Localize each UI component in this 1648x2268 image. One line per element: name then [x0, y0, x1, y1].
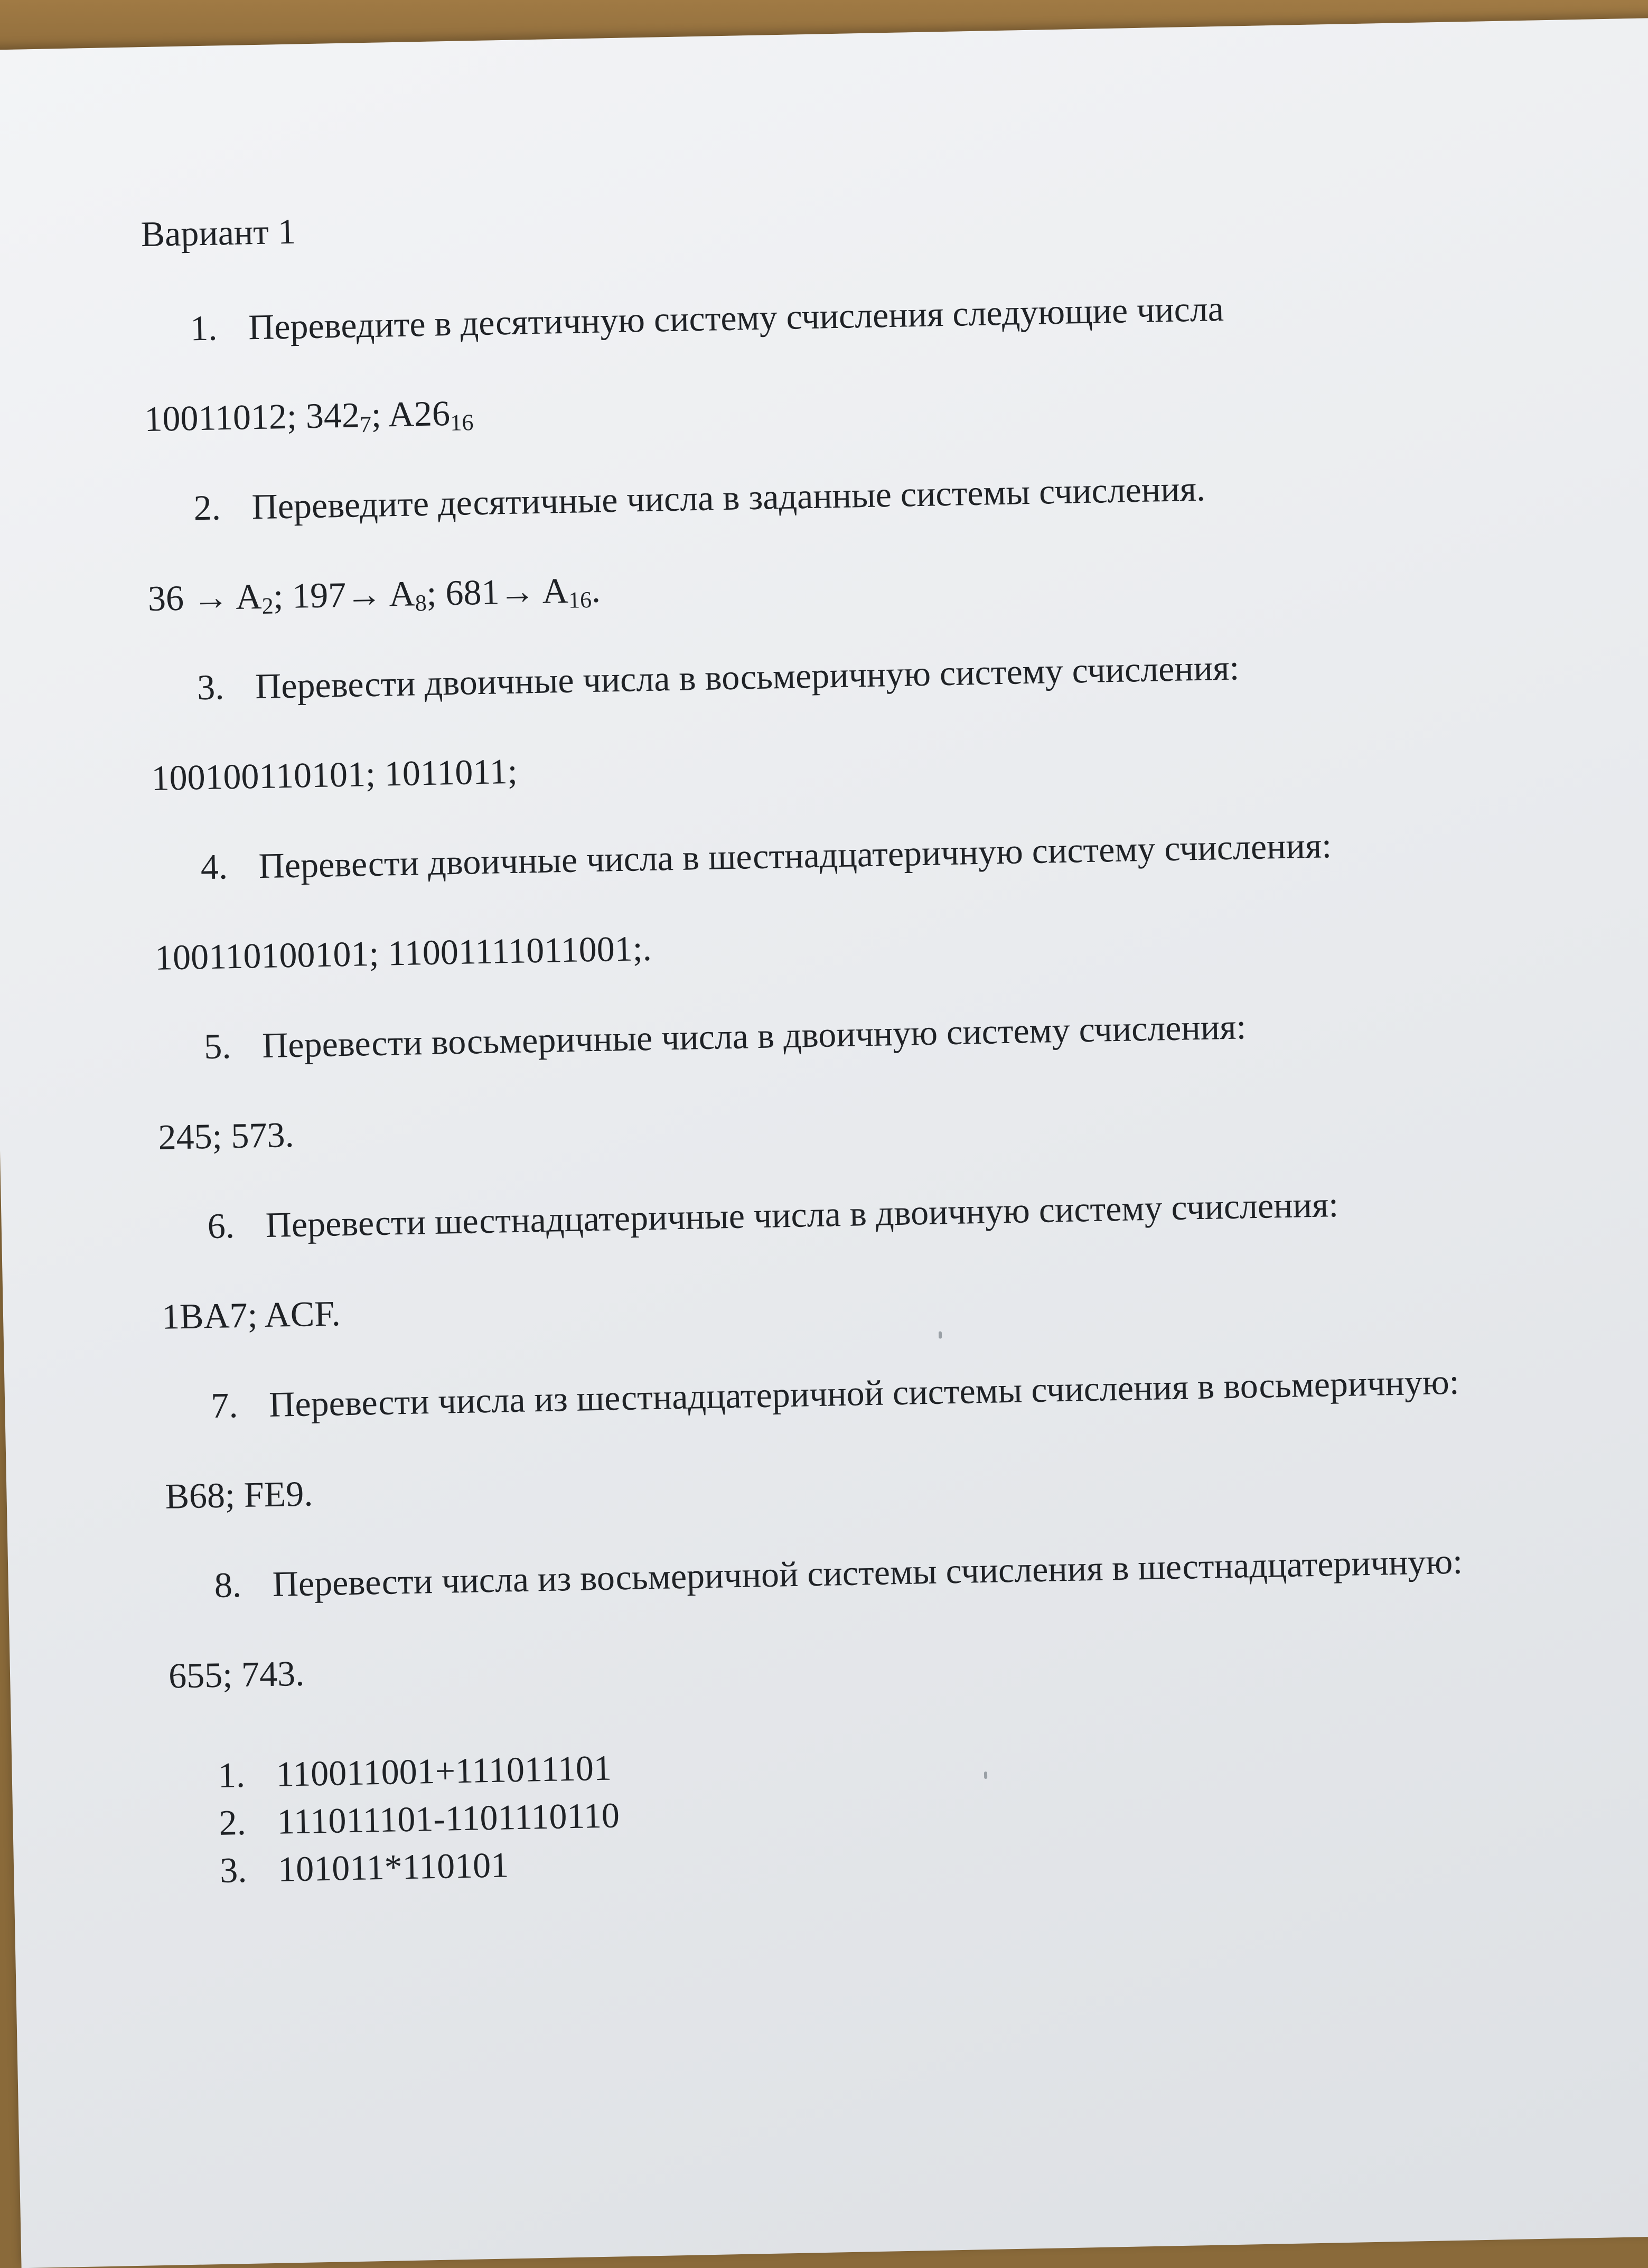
question-7 [210, 1361, 1460, 1426]
answer-text: 10011012; 342 [144, 395, 360, 439]
exercise-text: 110011001+111011101 [276, 1747, 612, 1794]
exercise-number: 1. [218, 1754, 246, 1795]
question-text: Перевести двоичные числа в восьмеричную систему счисления: [255, 647, 1240, 707]
question-number: 5. [203, 1026, 232, 1067]
question-number: 4. [200, 846, 228, 887]
base-subscript: 16 [450, 409, 474, 436]
question-number: 1. [190, 307, 218, 349]
answer-5: 245; 573. [157, 1114, 295, 1157]
answer-text: ; A26 [371, 393, 451, 435]
question-number: 7. [210, 1385, 239, 1426]
answer-2 [147, 569, 601, 619]
base-subscript: 7 [359, 411, 372, 438]
answer-text: ; 197→ A [273, 573, 416, 616]
question-text: Перевести восьмеричные числа в двоичную систему счисления: [261, 1006, 1247, 1066]
question-2 [193, 468, 1206, 528]
question-number: 3. [196, 667, 224, 708]
paper-speck [984, 1772, 987, 1779]
question-4 [200, 827, 1332, 885]
paper-sheet [0, 17, 1648, 2268]
answer-text: ; 681→ A [426, 570, 569, 613]
base-subscript: 16 [568, 586, 592, 613]
question-text: Перевести двоичные числа в шестнадцатеричную систему счисления: [258, 825, 1332, 886]
exercise-number: 2. [218, 1802, 247, 1843]
paper-speck [939, 1331, 942, 1338]
question-8 [214, 1543, 1463, 1603]
question-number: 2. [193, 487, 221, 528]
exercise-1 [218, 1747, 612, 1795]
answer-1 [144, 395, 474, 437]
question-text: Перевести числа из шестнадцатеричной системы счисления в восьмеричную: [268, 1361, 1460, 1424]
question-text: Перевести числа из восьмеричной системы счисления в шестнадцатеричную: [272, 1541, 1463, 1604]
answer-text: 36 → A [147, 576, 263, 619]
answer-8: 655; 743. [168, 1653, 305, 1696]
exercise-2 [219, 1797, 620, 1841]
question-5 [203, 1006, 1247, 1067]
question-text: Переведите в десятичную систему счисления следующие числа [248, 288, 1224, 348]
question-text: Перевести шестнадцатеричные числа в двоичную систему счисления: [265, 1184, 1339, 1245]
question-number: 8. [214, 1564, 242, 1605]
exercise-number: 3. [219, 1849, 247, 1890]
answer-text: . [591, 569, 601, 610]
exercise-text: 111011101-1101110110 [276, 1795, 620, 1842]
answer-6: 1BA7; ACF. [161, 1293, 341, 1337]
variant-title: Вариант 1 [141, 211, 296, 255]
question-3 [196, 647, 1240, 708]
question-text: Переведите десятичные числа в заданные системы счисления. [251, 468, 1206, 527]
answer-4: 100110100101; 11001111011001;. [154, 927, 652, 978]
answer-3: 100100110101; 1011011; [151, 751, 518, 798]
question-6 [207, 1184, 1339, 1247]
exercise-text: 101011*110101 [277, 1844, 509, 1889]
base-subscript: 8 [415, 589, 427, 616]
question-1 [190, 288, 1224, 349]
answer-7: B68; FE9. [164, 1473, 313, 1516]
exercise-3 [219, 1844, 509, 1890]
question-number: 6. [207, 1205, 235, 1247]
base-subscript: 2 [261, 593, 274, 619]
